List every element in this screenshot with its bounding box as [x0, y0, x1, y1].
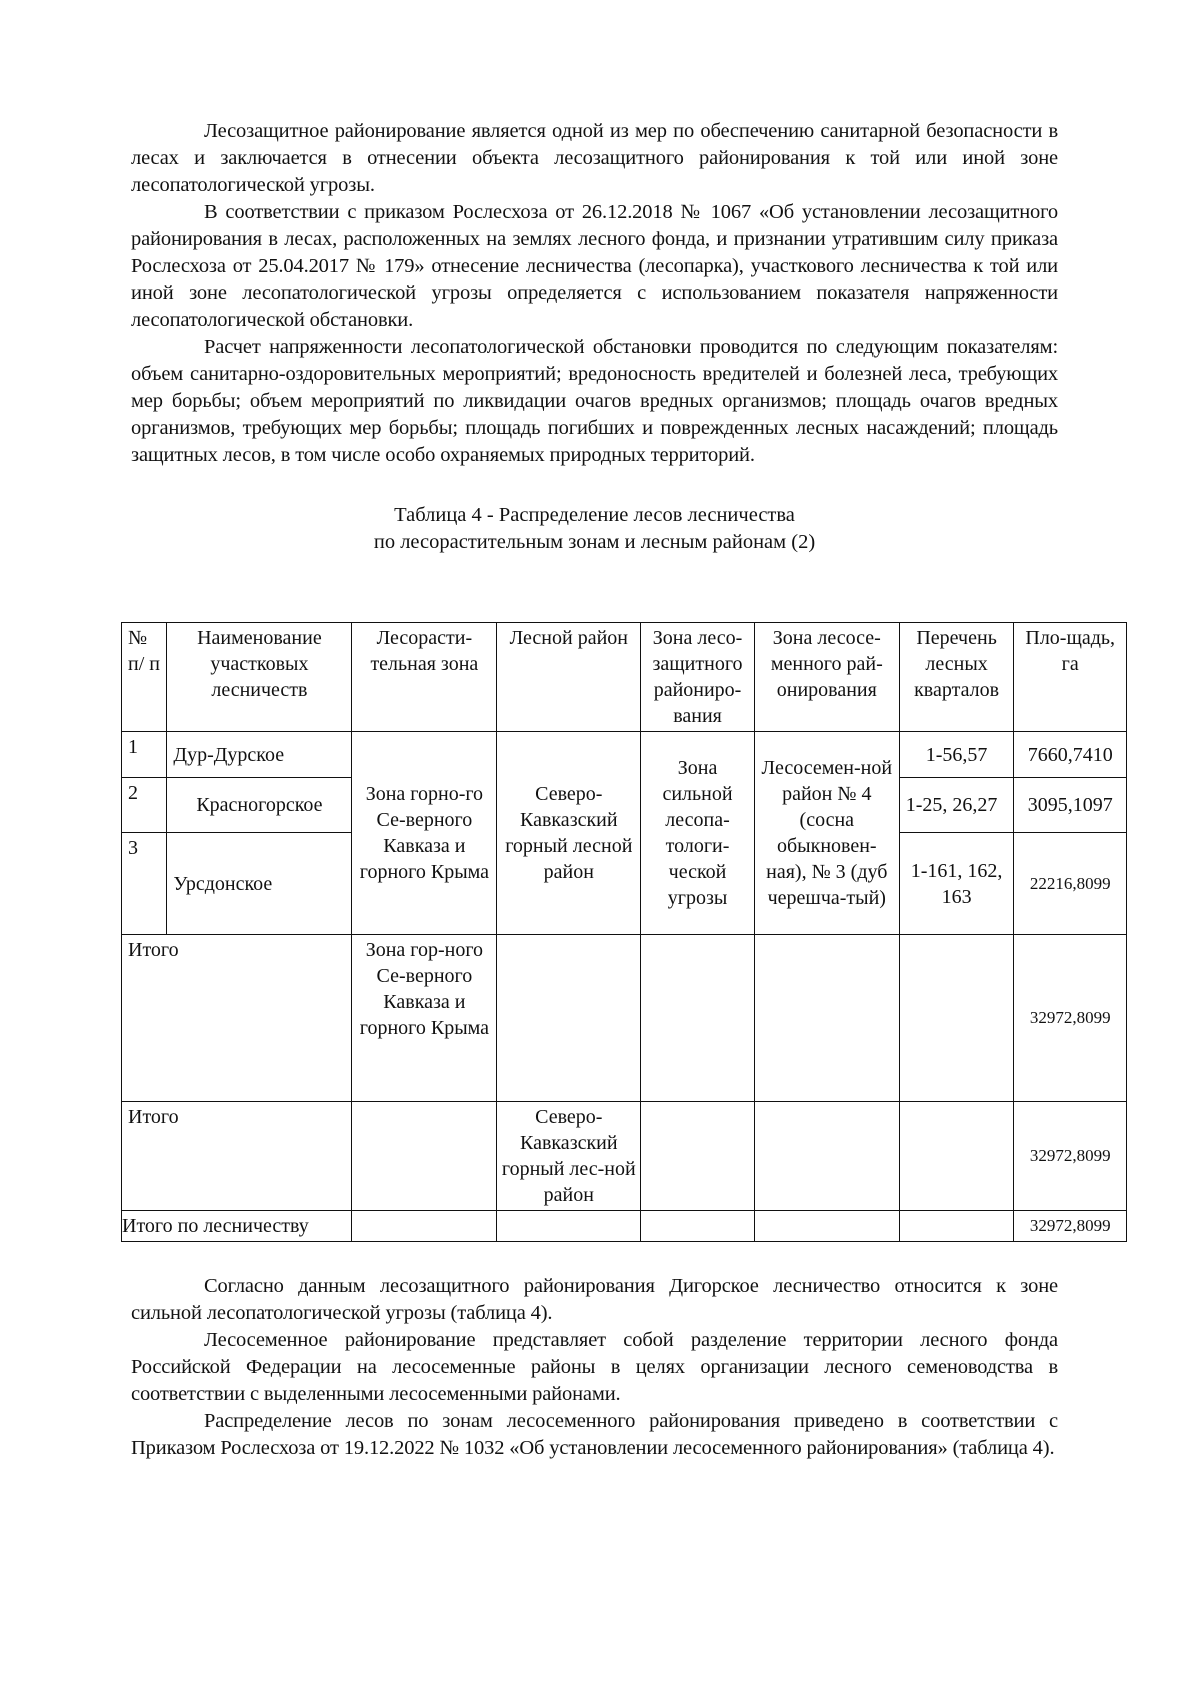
- total-zone: [352, 1102, 497, 1211]
- intro-text: [131, 118, 1058, 556]
- total-area: 32972,8099: [1014, 935, 1127, 1102]
- total-area: 32972,8099: [1014, 1211, 1127, 1242]
- total-district: [497, 935, 641, 1102]
- paragraph: Распределение лесов по зонам лесосеменного районирования приведено в соответствии с Приказом Рослесхоза от 19.12.2022 № 1032 «Об установлении лесосеменного районирования» (таблица 4).: [131, 1410, 1058, 1459]
- paragraph: Лесозащитное районирование является одной из мер по обеспечению санитарной безопасности в лесах и заключается в отнесении объекта лесозащитного районирования к той или иной зоне лесопатологической угрозы.: [131, 120, 1058, 196]
- forestry-name: Урсдонское: [167, 833, 352, 935]
- protection-zone: Зона сильной лесопа-тологи-ческой угрозы: [641, 732, 755, 935]
- forestry-name: Дур-Дурское: [167, 732, 352, 778]
- quarters: 1-25, 26,27: [899, 778, 1014, 833]
- empty-cell: [754, 1102, 899, 1211]
- total-district: Северо-Кавказский горный лес-ной район: [497, 1102, 641, 1211]
- header-cell: Лесорасти-тельная зона: [352, 623, 497, 732]
- total-area: 32972,8099: [1014, 1102, 1127, 1211]
- empty-cell: [641, 1102, 755, 1211]
- closing-text: [131, 1273, 1058, 1462]
- quarters: 1-56,57: [899, 732, 1014, 778]
- header-cell: Зона лесо-защитного райониро-вания: [641, 623, 755, 732]
- total-zone: [352, 1211, 497, 1242]
- header-cell: Перечень лесных кварталов: [899, 623, 1014, 732]
- total-row: [122, 1211, 1127, 1242]
- header-cell: Пло-щадь, га: [1014, 623, 1127, 732]
- empty-cell: [641, 1211, 755, 1242]
- row-number: 2: [122, 778, 167, 833]
- vegetation-zone: Зона горно-го Се-верного Кавказа и горного Крыма: [352, 732, 497, 935]
- seed-zone: Лесосемен-ной район № 4 (сосна обыкновен-ная), № 3 (дуб черешча-тый): [754, 732, 899, 935]
- header-cell: Наименование участковых лесничеств: [167, 623, 352, 732]
- table-header-row: [122, 623, 1127, 732]
- total-district: [497, 1211, 641, 1242]
- row-number: 3: [122, 833, 167, 935]
- empty-cell: [899, 1211, 1014, 1242]
- paragraph: В соответствии с приказом Рослесхоза от 26.12.2018 № 1067 «Об установлении лесозащитного районирования в лесах, расположенных на землях лесного фонда, и признании утратившим силу приказа Рослесхоза от 25.04.2017 № 179» отнесение лесничества (лесопарка), участкового лесничества к той или иной зоне лесопатологической угрозы определяется с использованием показателя напряженности лесопатологической обстановки.: [131, 201, 1058, 331]
- area: 7660,7410: [1014, 732, 1127, 778]
- header-cell: Лесной район: [497, 623, 641, 732]
- quarters: 1-161, 162, 163: [899, 833, 1014, 935]
- empty-cell: [899, 935, 1014, 1102]
- table-caption: [131, 502, 1058, 556]
- total-label: Итого: [122, 935, 352, 1102]
- row-number: 1: [122, 732, 167, 778]
- header-cell: Зона лесосе-менного рай-онирования: [754, 623, 899, 732]
- total-label: Итого: [122, 1102, 352, 1211]
- empty-cell: [754, 1211, 899, 1242]
- area: 22216,8099: [1014, 833, 1127, 935]
- total-row: [122, 935, 1127, 1102]
- caption-line: Таблица 4 - Распределение лесов лесничества: [394, 504, 795, 526]
- empty-cell: [899, 1102, 1014, 1211]
- caption-line: по лесорастительным зонам и лесным районам (2): [373, 531, 816, 553]
- empty-cell: [641, 935, 755, 1102]
- empty-cell: [754, 935, 899, 1102]
- forest-distribution-table: [121, 622, 1127, 1242]
- table-row: [122, 732, 1127, 778]
- paragraph: Согласно данным лесозащитного районирования Дигорское лесничество относится к зоне сильной лесопатологической угрозы (таблица 4).: [131, 1275, 1058, 1324]
- total-label: Итого по лесничеству: [122, 1211, 352, 1242]
- total-zone: Зона гор-ного Се-верного Кавказа и горного Крыма: [352, 935, 497, 1102]
- area: 3095,1097: [1014, 778, 1127, 833]
- paragraph: Лесосеменное районирование представляет собой разделение территории лесного фонда Российской Федерации на лесосеменные районы в целях организации лесного семеноводства в соответствии с выделенными лесосеменными районами.: [131, 1329, 1058, 1405]
- paragraph: Расчет напряженности лесопатологической обстановки проводится по следующим показателям: объем санитарно-оздоровительных мероприятий; вредоносность вредителей и болезней леса, требующих мер борьбы; объем мероприятий по ликвидации очагов вредных организмов; площадь очагов вредных организмов, требующих мер борьбы; площадь погибших и поврежденных лесных насаждений; площадь защитных лесов, в том числе особо охраняемых природных территорий.: [131, 336, 1058, 466]
- total-row: [122, 1102, 1127, 1211]
- forest-district: Северо-Кавказский горный лесной район: [497, 732, 641, 935]
- forestry-name: Красногорское: [167, 778, 352, 833]
- header-cell: № п/ п: [122, 623, 167, 732]
